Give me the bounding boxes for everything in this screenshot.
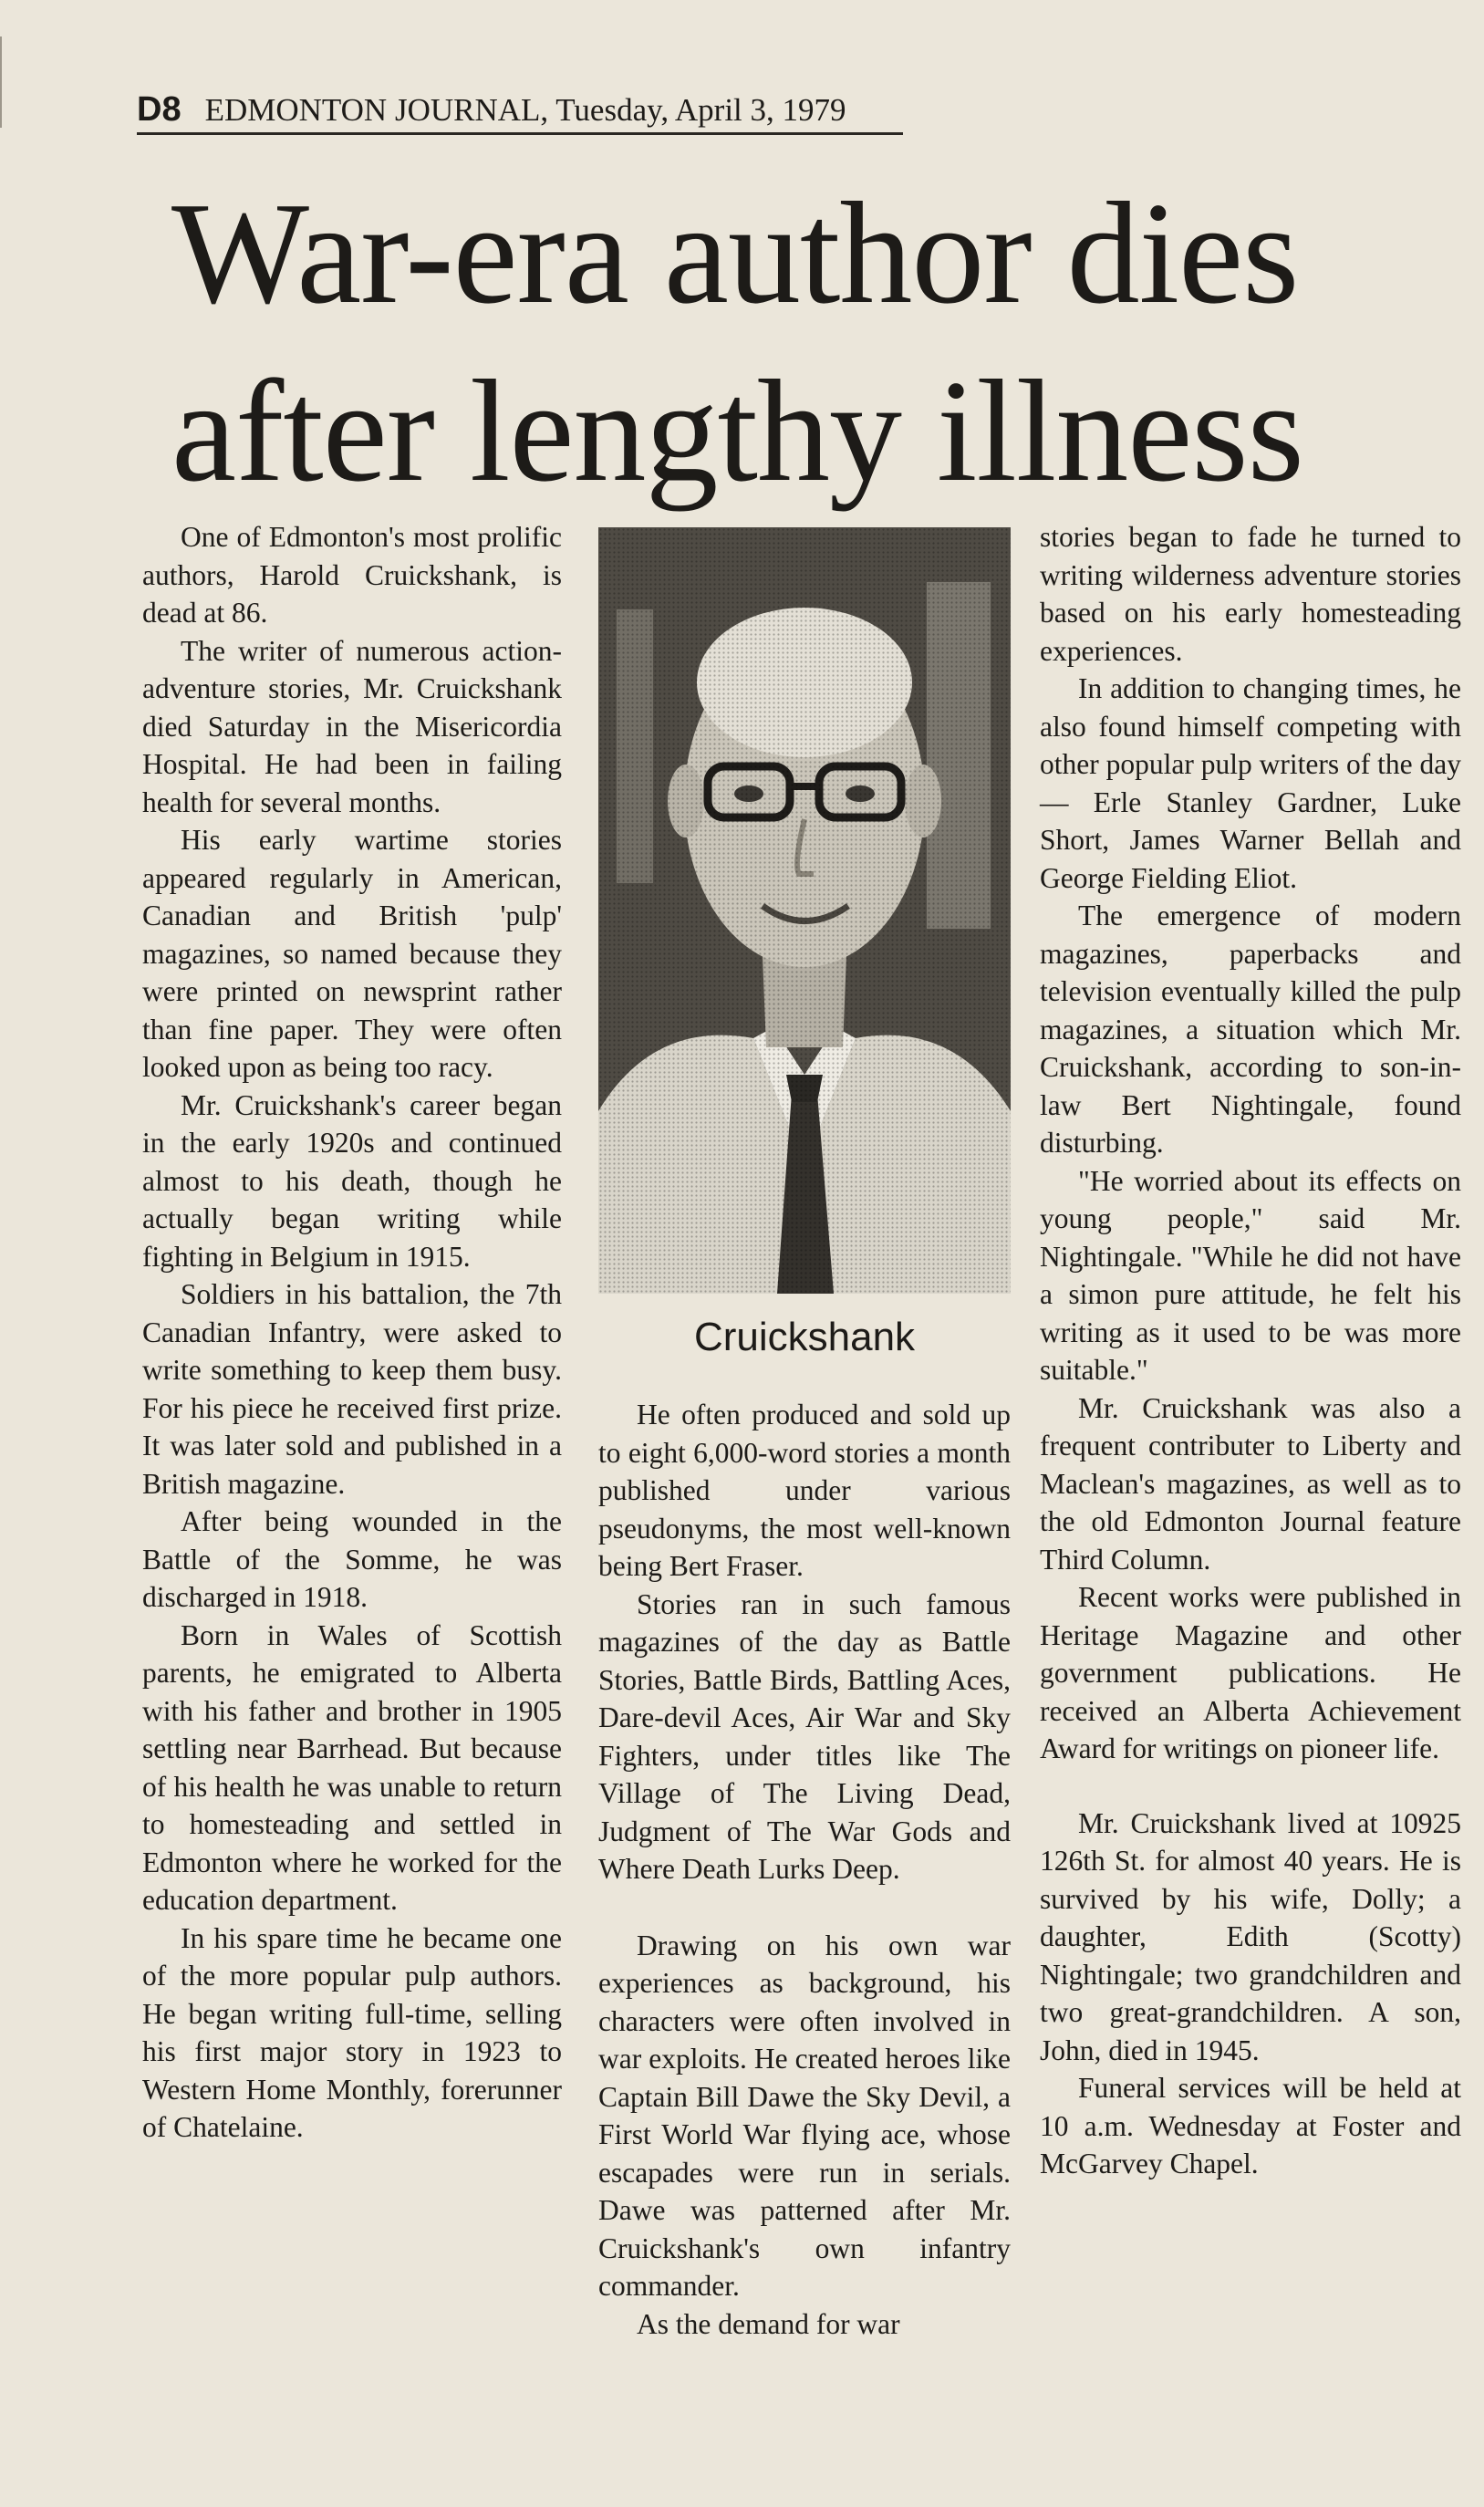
paragraph: Mr. Cruickshank lived at 10925 126th St. for almost 40 years. He is survived by his wife, Dolly; a daughter, Edith (Scotty) Nightingale; two grandchildren and two great-grandchildren. A son, John, died in 1945. (1040, 1806, 1461, 2066)
paragraph: Mr. Cruickshank was also a frequent contributer to Liberty and Maclean's magazines, as well as to the old Edmonton Journal feature Third Column. (1040, 1391, 1461, 1576)
paragraph: In his spare time he became one of the more popular pulp authors. He began writing full-time, selling his first major story in 1923 to Western Home Monthly, forerunner of Chatelaine. (142, 1921, 562, 2143)
paragraph: The writer of numerous action-adventure stories, Mr. Cruickshank died Saturday in the Misericordia Hospital. He had been in failing health for several months. (142, 634, 562, 818)
portrait-photo (598, 527, 1011, 1294)
paragraph: Drawing on his own war experiences as background, his characters were often involved in war exploits. He created heroes like Captain Bill Dawe the Sky Devil, a First World War flying ace, whose escapades were run in serials. Dawe was patterned after Mr. Cruickshank's own infantry commander. (598, 1929, 1011, 2302)
headline-line-1: War-era author dies (171, 172, 1299, 334)
page-header (137, 91, 903, 135)
middle-column-body (598, 1396, 1011, 2343)
page-number: D8 (137, 90, 182, 129)
paragraph: One of Edmonton's most prolific authors, Harold Cruickshank, is dead at 86. (142, 521, 562, 629)
page-fold-edge (0, 36, 7, 128)
paragraph-spacer (598, 1888, 1011, 1927)
article-column-right (1040, 518, 1461, 2183)
paragraph: Recent works were published in Heritage Magazine and other government publications. He received an Alberta Achievement Award for writings on pioneer life. (1040, 1581, 1461, 1764)
paragraph: After being wounded in the Battle of the Somme, he was discharged in 1918. (142, 1505, 562, 1613)
paragraph: stories began to fade he turned to writing wilderness adventure stories based on his early homesteading experiences. (1040, 521, 1461, 667)
masthead: EDMONTON JOURNAL, Tuesday, April 3, 1979 (204, 92, 846, 128)
paragraph: As the demand for war (637, 2307, 900, 2340)
paragraph: The emergence of modern magazines, paperbacks and television eventually killed the pulp magazines, a situation which Mr. Cruickshank, according to son-in-law Bert Nightingale, found disturbing. (1040, 900, 1461, 1159)
paragraph: His early wartime stories appeared regularly in American, Canadian and British 'pulp' magazines, so named because they were printed on newsprint rather than fine paper. They were often looked upon as being too racy. (142, 824, 562, 1083)
paragraph: He often produced and sold up to eight 6,000-word stories a month published under various pseudonyms, the most well-known being Bert Fraser. (598, 1399, 1011, 1582)
paragraph: Born in Wales of Scottish parents, he emigrated to Alberta with his father and brother in 1905 settling near Barrhead. But because of his health he was unable to return to homesteading and settled in Edmonton where he worked for the education department. (142, 1618, 562, 1916)
paragraph: Stories ran in such famous magazines of the day as Battle Stories, Battle Birds, Battling Aces, Dare-devil Aces, Air War and Sky Fighters, under titles like The Village of The Living Dead, Judgment of The War Gods and Where Death Lurks Deep. (598, 1587, 1011, 1885)
headline (171, 164, 1448, 520)
photo-caption: Cruickshank (693, 1315, 916, 1359)
paragraph-spacer (1040, 1768, 1461, 1805)
paragraph: "He worried about its effects on young people," said Mr. Nightingale. "While he did not have a simon pure attitude, he felt his writing as it used to be was more suitable." (1040, 1164, 1461, 1386)
paragraph: Mr. Cruickshank's career began in the early 1920s and continued almost to his death, though he actually began writing while fighting in Belgium in 1915. (142, 1088, 562, 1273)
paragraph: Funeral services will be held at 10 a.m. Wednesday at Foster and McGarvey Chapel. (1040, 2072, 1461, 2179)
portrait-photo-icon (598, 527, 1011, 1294)
headline-line-2: after lengthy illness (171, 349, 1303, 512)
paragraph: In addition to changing times, he also found himself competing with other popular pulp writers of the day — Erle Stanley Gardner, Luke Short, James Warner Bellah and George Fielding Eliot. (1040, 672, 1461, 894)
paragraph: Soldiers in his battalion, the 7th Canadian Infantry, were asked to write something to keep them busy. For his piece he received first prize. It was later sold and published in a British magazine. (142, 1278, 562, 1500)
article-column-left (142, 518, 562, 2147)
